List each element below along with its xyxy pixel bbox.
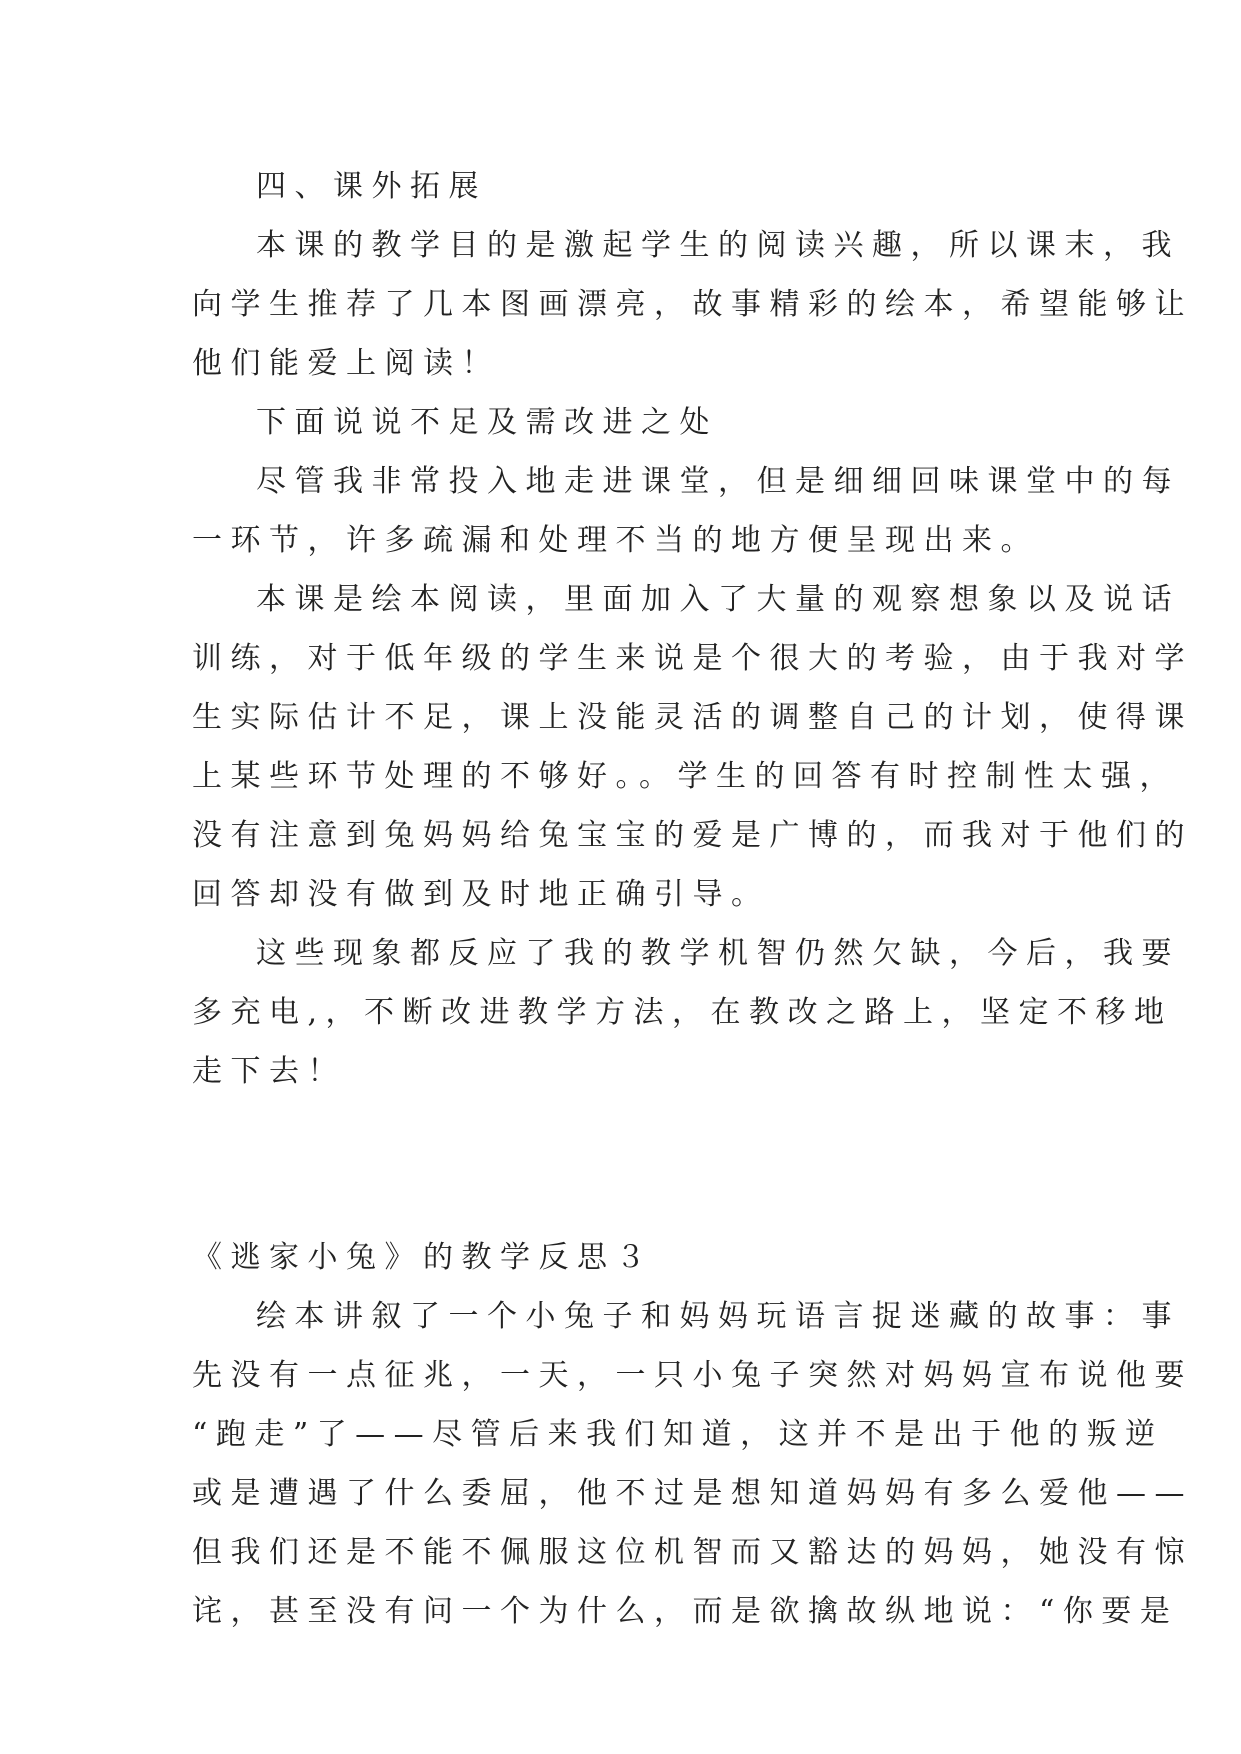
paragraph-line: 但我们还是不能不佩服这位机智而又豁达的妈妈，她没有惊 — [192, 1535, 1193, 1570]
document-body — [192, 157, 1193, 1641]
paragraph-line: 训练，对于低年级的学生来说是个很大的考验，由于我对学 — [192, 641, 1193, 676]
paragraph-line: 上某些环节处理的不够好。。学生的回答有时控制性太强， — [192, 759, 1178, 794]
paragraph-line: 生实际估计不足，课上没能灵活的调整自己的计划，使得课 — [192, 700, 1193, 735]
paragraph-line: 尽管我非常投入地走进课堂，但是细细回味课堂中的每 — [256, 464, 1180, 499]
paragraph-line: 本课是绘本阅读，里面加入了大量的观察想象以及说话 — [256, 582, 1180, 617]
paragraph-line: 没有注意到兔妈妈给兔宝宝的爱是广博的，而我对于他们的 — [192, 818, 1193, 853]
paragraph — [192, 216, 1193, 393]
paragraph-line: 多充电,，不断改进教学方法，在教改之路上，坚定不移地 — [192, 995, 1173, 1030]
paragraph-line: 下面说说不足及需改进之处 — [256, 405, 718, 440]
paragraph-line: 先没有一点征兆，一天，一只小兔子突然对妈妈宣布说他要 — [192, 1358, 1193, 1393]
paragraph — [192, 452, 1180, 570]
paragraph-line: 向学生推荐了几本图画漂亮，故事精彩的绘本，希望能够让 — [192, 287, 1193, 322]
paragraph-line: 他们能爱上阅读！ — [192, 346, 500, 381]
paragraph-line: 诧，甚至没有问一个为什么，而是欲擒故纵地说：“你要是 — [192, 1594, 1179, 1629]
paragraph — [192, 1287, 1193, 1641]
paragraph — [192, 570, 1193, 924]
paragraph-line: 绘本讲叙了一个小兔子和妈妈玩语言捉迷藏的故事：事 — [256, 1299, 1180, 1334]
paragraph — [192, 393, 1052, 452]
paragraph-line: 或是遭遇了什么委屈，他不过是想知道妈妈有多么爱他—— — [192, 1476, 1193, 1511]
section-spacer — [192, 1101, 1052, 1228]
paragraph-line: 本课的教学目的是激起学生的阅读兴趣，所以课末，我 — [256, 228, 1180, 263]
paragraph-line: 一环节，许多疏漏和处理不当的地方便呈现出来。 — [192, 523, 1039, 558]
paragraph-line: 回答却没有做到及时地正确引导。 — [192, 877, 770, 912]
section-title: 《逃家小兔》的教学反思３ — [192, 1240, 654, 1275]
paragraph-line: 走下去！ — [192, 1054, 346, 1089]
paragraph-line: 这些现象都反应了我的教学机智仍然欠缺，今后，我要 — [256, 936, 1180, 971]
section-heading: 四、课外拓展 — [256, 169, 487, 204]
paragraph — [192, 924, 1180, 1101]
paragraph-line: “跑走”了——尽管后来我们知道，这并不是出于他的叛逆 — [192, 1417, 1164, 1452]
